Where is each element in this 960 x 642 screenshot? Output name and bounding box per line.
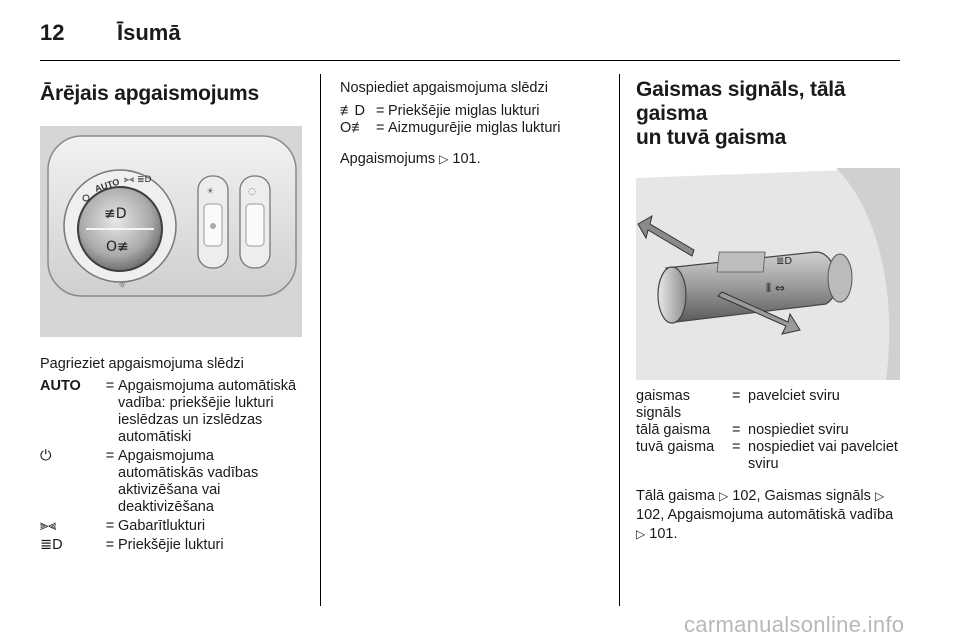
- column-divider-2: [619, 74, 620, 606]
- equals-sign: =: [732, 388, 741, 404]
- svg-text:⫴ ⇔: ⫴ ⇔: [766, 281, 785, 295]
- ref-high-beam-page: 102,: [732, 488, 765, 504]
- chapter-title: Īsumā: [117, 20, 181, 45]
- light-switch-illustration: [40, 126, 302, 337]
- equals-sign: =: [732, 422, 741, 438]
- reference-arrow-icon: ▷: [636, 527, 646, 541]
- action-desc-high-beam: nospiediet sviru: [748, 422, 849, 438]
- equals-sign: =: [732, 439, 741, 455]
- ref-auto-light: Apgaismojuma automātiskā vadība: [667, 507, 894, 523]
- svg-text:≢D: ≢D: [104, 206, 127, 222]
- column-exterior-lighting: [40, 72, 302, 556]
- watermark: carmanualsonline.info: [684, 612, 905, 637]
- rear-fog-light-desc: Aizmugurējie miglas lukturi: [388, 120, 561, 136]
- svg-text:⫸⫷ ≣D: ⫸⫷ ≣D: [124, 175, 152, 185]
- rotate-switch-intro: Pagrieziet apgaismojuma slēdzi: [40, 356, 244, 372]
- page-header: [40, 14, 920, 54]
- position-desc-sidelights: Gabarītlukturi: [118, 518, 206, 534]
- light-switch-drawing: [40, 126, 302, 337]
- power-icon: ⏻: [40, 448, 52, 464]
- ref-flash: Gaismas signāls: [764, 488, 871, 504]
- position-desc-auto-toggle: Apgaismojuma automātiskās vadības aktivizēšana vai deaktivizēšana: [118, 448, 259, 515]
- ref-high-beam: Tālā gaisma: [636, 488, 715, 504]
- section-title-line-1: Gaismas signāls, tālā gaisma: [636, 78, 846, 125]
- action-desc-low-beam: nospiediet vai pavelciet sviru: [748, 439, 898, 472]
- front-fog-light-icon: ≢D: [340, 103, 365, 119]
- sidelights-icon: ⫸⫷: [40, 518, 57, 534]
- position-key-auto: AUTO: [40, 378, 81, 394]
- lighting-reference: [340, 150, 602, 169]
- equals-sign: =: [376, 120, 385, 136]
- section-title-exterior-lighting: Ārējais apgaismojums: [40, 82, 259, 105]
- reference-arrow-icon: ▷: [439, 152, 449, 166]
- equals-sign: =: [376, 103, 385, 119]
- svg-text:AUTO: AUTO: [93, 176, 121, 194]
- equals-sign: =: [105, 378, 115, 394]
- position-desc-headlights: Priekšējie lukturi: [118, 537, 224, 553]
- headlights-icon: ≣D: [40, 537, 63, 553]
- reference-text: Apgaismojums: [340, 151, 436, 167]
- svg-text:☼: ☼: [118, 281, 127, 291]
- action-key-low-beam: tuvā gaisma: [636, 439, 715, 455]
- reference-arrow-icon: ▷: [874, 489, 885, 503]
- equals-sign: =: [105, 448, 115, 464]
- position-desc-auto: Apgaismojuma automātiskā vadība: priekšējie lukturi ieslēdzas un izslēdzas automātiski: [118, 378, 297, 445]
- cross-references: [636, 487, 906, 544]
- header-rule: [40, 60, 900, 61]
- svg-text:◌: ◌: [248, 187, 256, 197]
- column-headlight-flash: [636, 72, 906, 544]
- reference-page: 101.: [452, 151, 481, 167]
- rear-fog-light-icon: O≢: [340, 120, 366, 136]
- equals-sign: =: [105, 518, 115, 534]
- page-number: 12: [40, 20, 65, 45]
- action-desc-flash: pavelciet sviru: [748, 388, 840, 404]
- svg-text:≣D: ≣D: [776, 256, 793, 267]
- action-key-high-beam: tālā gaisma: [636, 422, 711, 438]
- section-title-line-2: un tuvā gaisma: [636, 126, 787, 149]
- ref-auto-light-page: 101.: [649, 526, 678, 542]
- reference-arrow-icon: ▷: [719, 489, 729, 503]
- action-key-flash: gaismas signāls: [636, 388, 690, 421]
- stalk-action-list: [636, 388, 906, 473]
- front-fog-light-desc: Priekšējie miglas lukturi: [388, 103, 540, 119]
- ref-flash-page: 102,: [636, 507, 668, 523]
- stalk-drawing: [636, 168, 900, 380]
- svg-text:O≢: O≢: [106, 239, 129, 255]
- press-switch-intro: Nospiediet apgaismojuma slēdzi: [340, 80, 548, 96]
- section-title-headlight-flash: [636, 78, 906, 150]
- equals-sign: =: [105, 537, 115, 553]
- svg-text:☀: ☀: [206, 187, 215, 197]
- fog-light-list: [340, 103, 602, 137]
- indicator-stalk-illustration: [636, 168, 900, 380]
- column-fog-lights: [340, 72, 602, 169]
- column-divider-1: [320, 74, 321, 606]
- switch-position-list: [40, 378, 302, 556]
